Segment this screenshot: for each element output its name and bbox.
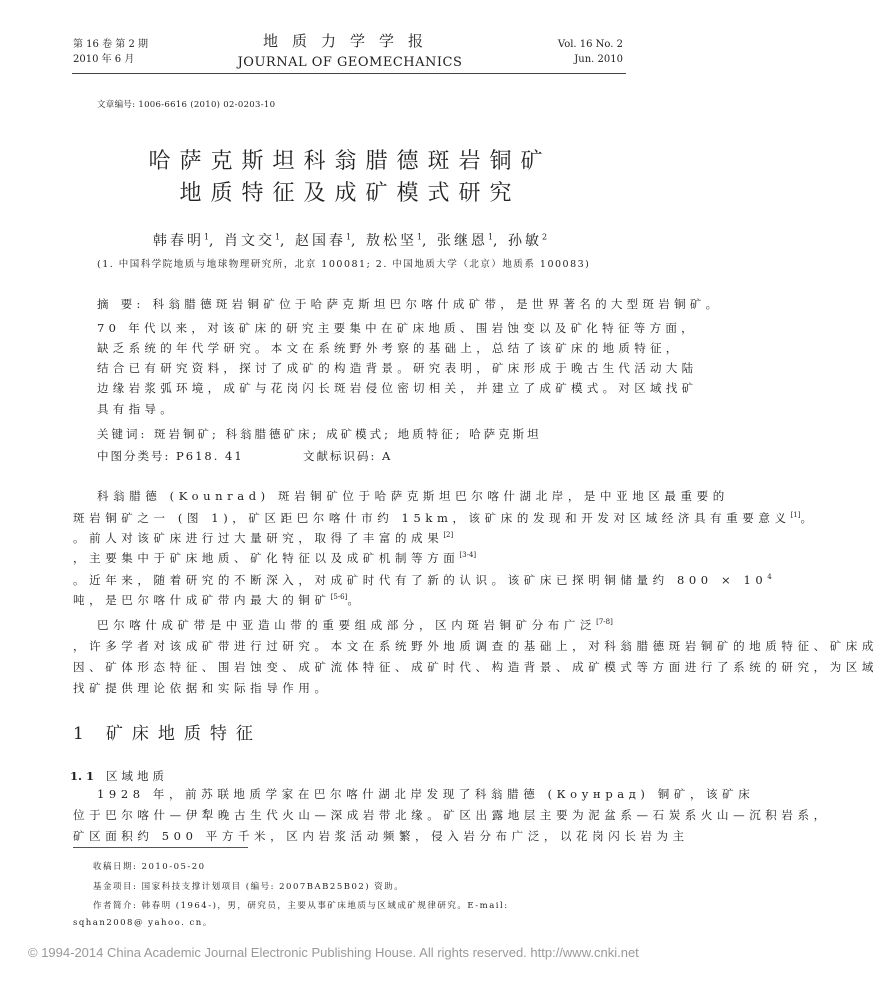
article-number: 文章编号: 1006-6616 (2010) 02-0203-10 [97, 100, 276, 110]
abstract-line: 缺乏系统的年代学研究。本文在系统野外考察的基础上，总结了该矿床的地质特征， [97, 341, 682, 355]
volume-issue: 第 16 卷 第 2 期 [73, 39, 148, 50]
body-line: 位于巴尔喀什—伊犁晚古生代火山—深成岩带北缘。矿区出露地层主要为泥盆系—石炭系火山—沉积岩系， [73, 808, 830, 822]
section-heading [73, 719, 262, 744]
body-line: 。前人对该矿床进行过大量研究，取得了丰富的成果[2] [73, 531, 454, 545]
author-name: 肖文交 [223, 233, 275, 249]
copyright-notice: © 1994-2014 China Academic Journal Electronic Publishing House. All rights reserved. http://www.cnki.net [28, 945, 639, 960]
section-title: 矿床地质特征 [105, 724, 262, 744]
footnote-email: sqhan2008@ yahoo. cn。 [73, 918, 213, 928]
footnote-received: 收稿日期: 2010-05-20 [93, 862, 206, 872]
author-affil-mark: 1 [487, 232, 494, 242]
author-affil-mark: 1 [203, 232, 210, 242]
body-line: 矿区面积约 500 平方千米，区内岩浆活动频繁，侵入岩分布广泛，以花岗闪长岩为主 [73, 829, 689, 843]
document-code: 文献标识码: A [303, 449, 393, 463]
author-list: 韩春明$^1$, 肖文交$^1$, 赵国春$^1$, 敖松坚$^1$, 张继恩$^1$, 孙敏$^2$ [152, 232, 548, 249]
author-affil-mark: 1 [345, 232, 352, 242]
clc-number: 中图分类号: P618. 41 [97, 449, 244, 463]
body-line: 吨，是巴尔喀什成矿带内最大的铜矿[5-6]。 [73, 593, 364, 607]
citation: [5-6] [330, 593, 348, 602]
author-name: 孙敏 [507, 233, 542, 249]
author-name: 赵国春 [294, 233, 346, 249]
subsection-title: 区域地质 [106, 769, 169, 783]
abstract-line: 70 年代以来，对该矿床的研究主要集中在矿床地质、围岩蚀变以及矿化特征等方面， [97, 321, 697, 335]
keywords: 关键词: 斑岩铜矿; 科翁腊德矿床; 成矿模式; 地质特征; 哈萨克斯坦 [97, 427, 542, 441]
body-line: 科翁腊德 (Kounrad) 斑岩铜矿位于哈萨克斯坦巴尔喀什湖北岸，是中亚地区最重要的 [97, 489, 729, 503]
footnote-fund: 基金项目: 国家科技支撑计划项目 (编号: 2007BAB25B02) 资助。 [93, 882, 405, 892]
journal-title-cn: 地质力学学报 [262, 32, 437, 50]
section-number: 1 [73, 724, 84, 744]
body-line: 斑岩铜矿之一 (图 1)，矿区距巴尔喀什市约 15km，该矿床的发现和开发对区域经济具有重要意义[1]。 [73, 511, 817, 525]
subsection-number: 1. 1 [70, 769, 95, 783]
footnote-author: 作者简介: 韩春明 (1964-)，男，研究员，主要从事矿床地质与区域成矿规律研究。E-mail: [93, 901, 509, 911]
paper-title-line2: 地质特征及成矿模式研究 [179, 181, 521, 206]
superscript: 4 [767, 573, 772, 582]
classification-row [97, 448, 393, 464]
abstract-line: 摘 要: 科翁腊德斑岩铜矿位于哈萨克斯坦巴尔喀什成矿带，是世界著名的大型斑岩铜矿。 [97, 297, 722, 311]
volume-issue-en: Vol. 16 No. 2 [557, 39, 623, 50]
author-name: 韩春明 [152, 233, 204, 249]
body-line: 。近年来，随着研究的不断深入，对成矿时代有了新的认识。该矿床已探明铜储量约 $800 \times 10^4$ [73, 573, 772, 587]
journal-volume-info-en [558, 37, 623, 67]
body-line: 找矿提供理论依据和实际指导作用。 [73, 681, 331, 695]
abstract-line: 边缘岩浆弧环境，成矿与花岗闪长斑岩侵位密切相关，并建立了成矿模式。对区域找矿 [97, 381, 698, 395]
author-name: 张继恩 [436, 233, 488, 249]
citation: [3-4] [459, 551, 477, 560]
body-line: ，许多学者对该成矿带进行过研究。本文在系统野外地质调查的基础上，对科翁腊德斑岩铜矿的地质特征、矿床成 [73, 639, 878, 653]
author-name: 敖松坚 [365, 233, 417, 249]
abstract-line: 结合已有研究资料，探讨了成矿的构造背景。研究表明，矿床形成于晚古生代活动大陆 [97, 361, 698, 375]
issue-date: 2010 年 6 月 [73, 54, 135, 65]
body-line: 巴尔喀什成矿带是中亚造山带的重要组成部分，区内斑岩铜矿分布广泛[7-8] [97, 618, 613, 632]
citation: [7-8] [596, 618, 613, 627]
author-affil-mark: 1 [416, 232, 423, 242]
subsection-heading [70, 768, 168, 784]
abstract-line: 具有指导。 [97, 402, 176, 416]
issue-date-en: Jun. 2010 [574, 54, 623, 65]
author-affil-mark: 2 [541, 232, 548, 242]
body-line: ，主要集中于矿床地质、矿化特征以及成矿机制等方面[3-4] [73, 551, 477, 565]
footnote-divider [73, 847, 248, 848]
affiliations: (1. 中国科学院地质与地球物理研究所，北京 100081; 2. 中国地质大学（北京）地质系 100083) [97, 259, 591, 270]
citation: [1] [790, 511, 801, 520]
body-line: 因、矿体形态特征、围岩蚀变、成矿流体特征、成矿时代、构造背景、成矿模式等方面进行了系统的研究，为区域 [73, 660, 878, 674]
body-line: 1928 年，前苏联地质学家在巴尔喀什湖北岸发现了科翁腊德 (Коунрад) 铜矿，该矿床 [97, 787, 755, 801]
citation: [2] [443, 531, 454, 540]
author-affil-mark: 1 [274, 232, 281, 242]
journal-title-en: JOURNAL OF GEOMECHANICS [237, 55, 463, 70]
paper-title-line1: 哈萨克斯坦科翁腊德斑岩铜矿 [148, 149, 552, 174]
header-divider [72, 73, 626, 74]
